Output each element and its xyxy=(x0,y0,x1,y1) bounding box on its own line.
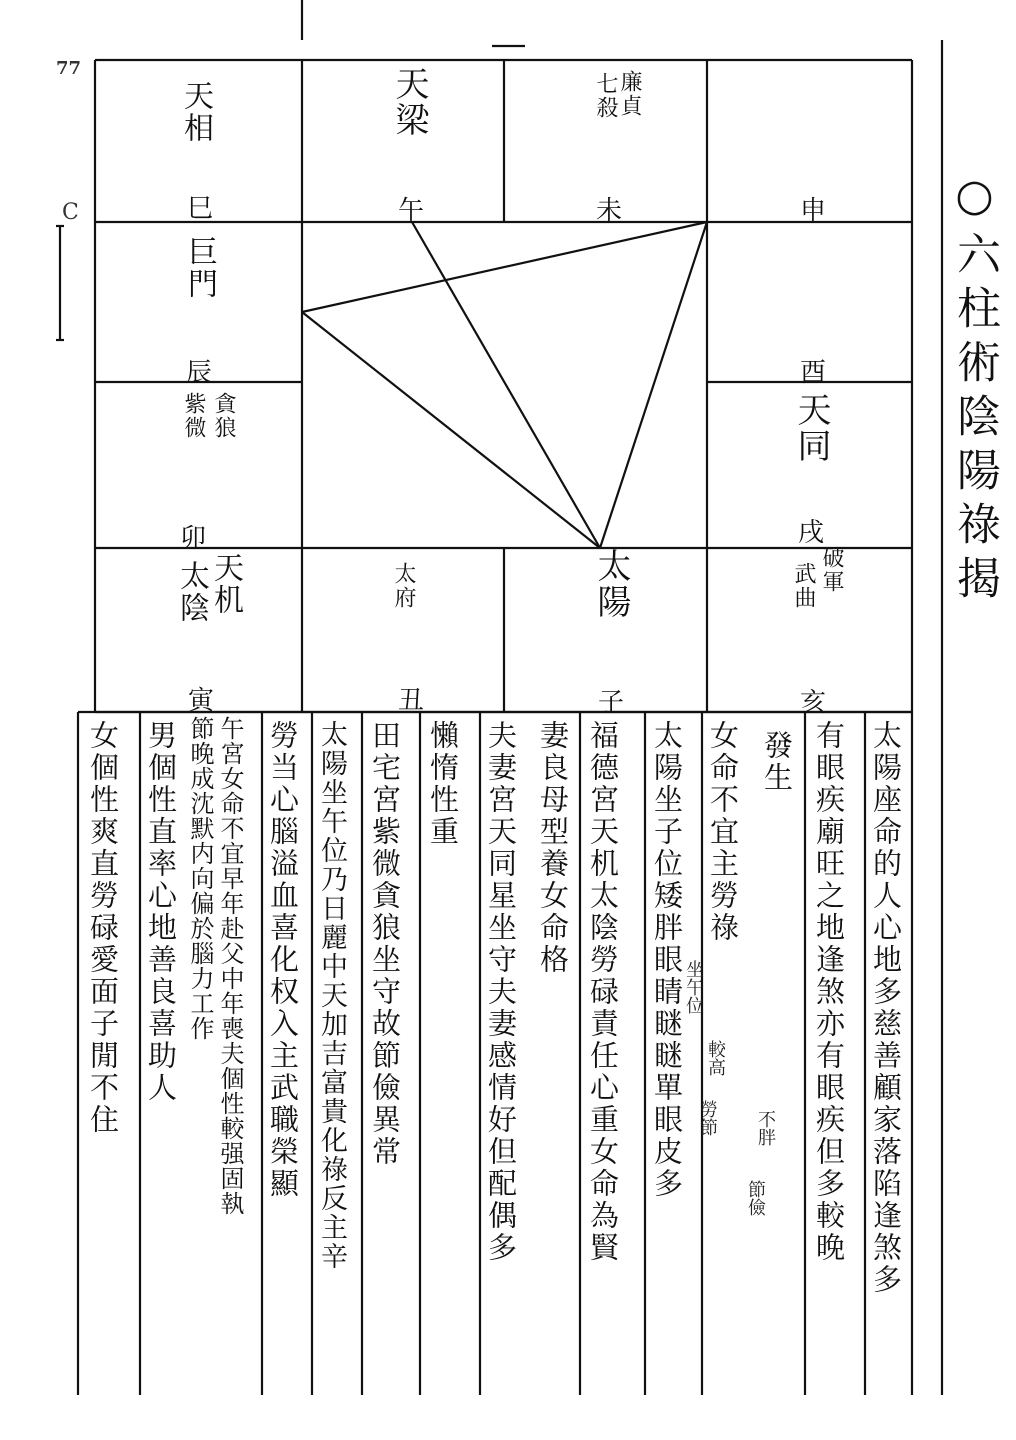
palace-yin-star-2: 天机 xyxy=(208,552,243,616)
annotation-3: 不胖 xyxy=(755,1110,776,1146)
text-column-15: 男個性直率心地善良喜助人 xyxy=(144,720,178,1104)
palace-chen-branch: 辰 xyxy=(186,358,213,388)
margin-mark-top: 77 xyxy=(56,58,82,79)
text-column-12: 勞当心腦溢血喜化权入主武職榮顯 xyxy=(266,720,300,1200)
text-column-11: 太陽坐午位乃日麗中天加吉富貴化祿反主辛 xyxy=(316,720,347,1271)
text-column-5: 太陽坐子位矮胖眼睛瞇瞇單眼皮多 xyxy=(650,720,684,1200)
text-column-13: 午宮女命不宜早年赴父中年喪夫個性較强固執 xyxy=(216,716,244,1216)
palace-chou-star-1: 太府 xyxy=(391,562,416,610)
text-column-7: 妻良母型養女命格 xyxy=(536,720,570,976)
palace-mao-star-1: 貪狼 xyxy=(211,392,236,440)
palace-wu-star-1: 天梁 xyxy=(389,66,429,138)
text-column-8: 夫妻宮天同星坐守夫妻感情好但配偶多 xyxy=(484,720,518,1264)
palace-wei-branch: 未 xyxy=(596,196,623,226)
text-column-2: 有眼疾廟旺之地逢煞亦有眼疾但多較晚 xyxy=(812,720,846,1264)
palace-you-star-1: 天同 xyxy=(791,392,831,464)
text-column-6: 福德宮天机太陰勞碌責任心重女命為賢 xyxy=(586,720,620,1264)
text-column-1: 太陽座命的人心地多慈善顧家落陷逢煞多 xyxy=(869,720,903,1296)
palace-you-branch: 酉 xyxy=(800,358,827,388)
palace-shen-branch: 申 xyxy=(800,196,827,226)
palace-chou-branch: 丑 xyxy=(398,686,425,716)
palace-wu-branch: 午 xyxy=(398,196,425,226)
annotation-2: 較高 xyxy=(705,1040,726,1076)
palace-si-star-1: 天相 xyxy=(178,80,213,144)
text-column-3: 發生 xyxy=(760,730,794,794)
text-column-9: 懶惰性重 xyxy=(426,720,460,848)
annotation-1: 坐午位 xyxy=(683,960,704,1014)
palace-xu-star-2: 破軍 xyxy=(819,546,844,594)
palace-si-branch: 巳 xyxy=(187,194,214,224)
annotation-5: 節儉 xyxy=(745,1180,766,1216)
palace-yin-star-1: 太陰 xyxy=(174,560,209,624)
palace-zi-branch: 子 xyxy=(598,688,625,718)
palace-mao-branch: 卯 xyxy=(180,524,207,554)
palace-hai-branch: 亥 xyxy=(800,688,827,718)
palace-xu-branch: 戌 xyxy=(798,518,825,548)
margin-mark-side: C xyxy=(62,200,79,225)
palace-chen-star-1: 巨門 xyxy=(182,236,217,300)
text-column-10: 田宅宮紫微貪狼坐守故節儉異常 xyxy=(368,720,402,1168)
text-column-14: 節晚成沈默内向偏於腦力工作 xyxy=(186,716,214,1041)
text-column-16: 女個性爽直勞碌愛面子閒不住 xyxy=(86,720,120,1136)
page-title: ○六柱術陰陽祿揭 xyxy=(949,170,1000,609)
palace-mao-star-2: 紫微 xyxy=(181,392,206,440)
palace-xu-star-1: 武曲 xyxy=(791,562,816,610)
palace-zi-star-1: 太陽 xyxy=(591,548,631,620)
palace-wei-star-2: 廉貞 xyxy=(617,70,642,118)
palace-yin-branch: 寅 xyxy=(188,686,215,716)
annotation-4: 勞節 xyxy=(697,1100,718,1136)
palace-wei-star-1: 七殺 xyxy=(593,72,618,120)
text-column-4: 女命不宜主勞祿 xyxy=(706,720,740,944)
